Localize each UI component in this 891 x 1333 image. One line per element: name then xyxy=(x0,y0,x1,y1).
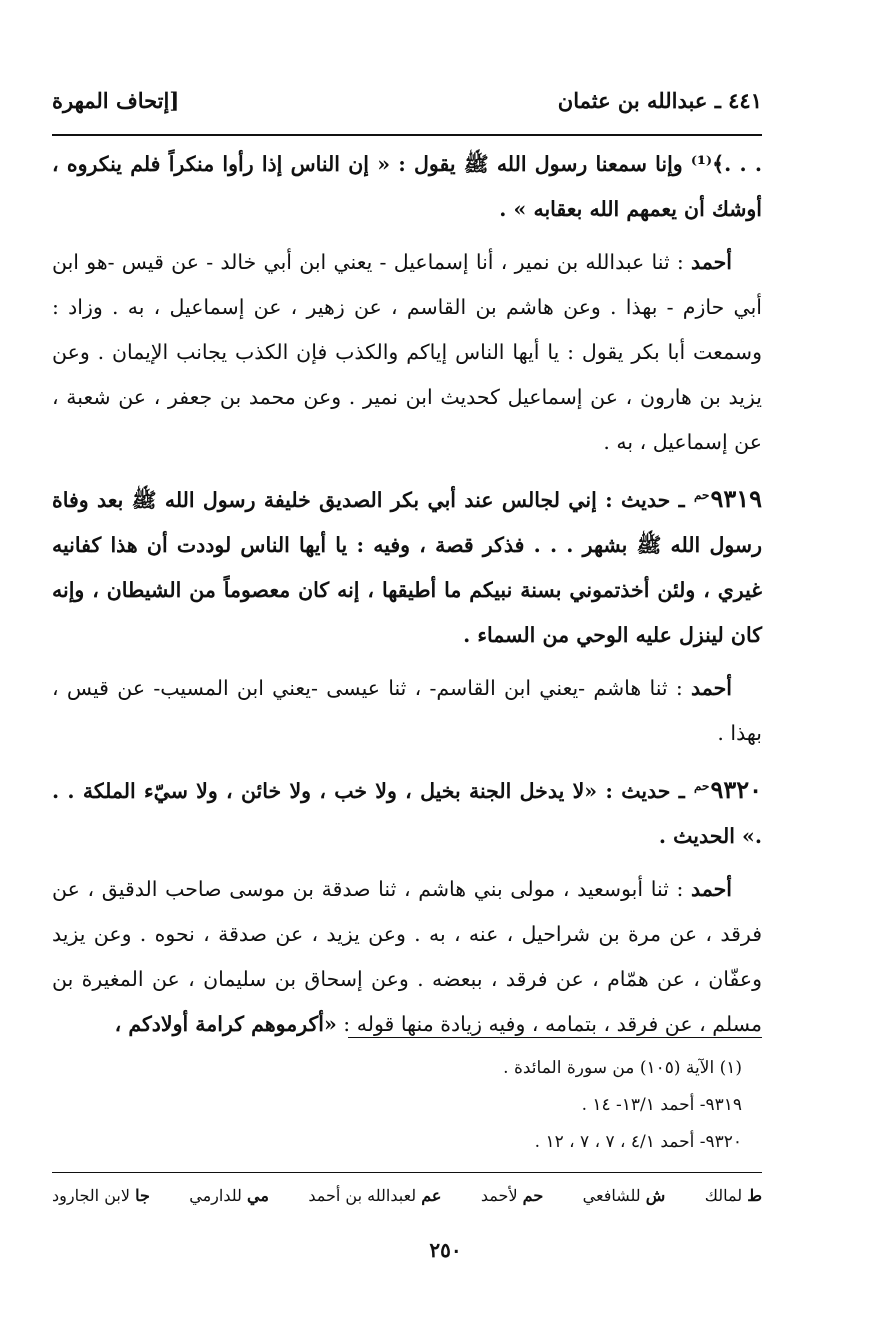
legend-text: للدارمي xyxy=(189,1186,242,1205)
isnad-paragraph xyxy=(52,666,762,756)
legend-code: ش xyxy=(645,1186,666,1205)
legend-item xyxy=(583,1186,666,1205)
legend-text: لابن الجارود xyxy=(52,1186,130,1205)
legend-code: حم xyxy=(522,1186,544,1205)
legend-item xyxy=(705,1186,762,1205)
legend-rule xyxy=(52,1172,762,1173)
footnote-2: ٩٣١٩- أحمد ١٣/١- ١٤ . xyxy=(581,1095,742,1115)
footnote-3: ٩٣٢٠- أحمد ٤/١ ، ٧ ، ٧ ، ١٢ . xyxy=(534,1132,742,1152)
isnad-text: : ثنا أبوسعيد ، مولى بني هاشم ، ثنا صدقة بن موسى صاحب الدقيق ، عن فرقد ، عن مرة بن شراحيل ، عنه ، به . وعن يزيد ، عن صدقة ، نحوه . وعن يزيد وعفّان ، عن همّام ، عن فرقد ، ببعضه . وعن إسحاق بن سليمان ، عن المغيرة بن مسلم ، عن فرقد ، بتمامه ، وفيه زيادة منها قوله : xyxy=(52,876,762,1036)
page-number: ٢٥٠ xyxy=(429,1238,462,1262)
footnote-1: (١) الآية (١٠٥) من سورة المائدة . xyxy=(503,1058,742,1078)
isnad-text: : ثنا هاشم -يعني ابن القاسم- ، ثنا عيسى -يعني ابن المسيب- عن قيس ، بهذا . xyxy=(52,675,762,745)
source-symbol: حم xyxy=(694,488,710,502)
isnad-paragraph xyxy=(52,240,762,465)
legend-item xyxy=(308,1186,441,1205)
source-label: أحمد xyxy=(691,876,732,901)
legend-code: مي xyxy=(247,1186,269,1205)
legend-item xyxy=(189,1186,269,1205)
footnotes xyxy=(52,1050,742,1161)
source-label: أحمد xyxy=(691,675,732,700)
header-book-title: [إتحاف المهرة xyxy=(52,87,180,113)
legend-item xyxy=(52,1186,150,1205)
footnote-rule xyxy=(348,1037,762,1038)
main-text xyxy=(52,142,762,1055)
legend-text: لعبدالله بن أحمد xyxy=(308,1186,417,1205)
legend-text: للشافعي xyxy=(582,1186,641,1205)
isnad-paragraph xyxy=(52,867,762,1047)
header-rule xyxy=(52,134,762,136)
hadith-entry-9320 xyxy=(52,764,762,859)
legend-code: عم xyxy=(421,1186,442,1205)
header-chapter-title: ٤٤١ ـ عبدالله بن عثمان xyxy=(557,87,762,113)
running-header xyxy=(52,80,762,120)
hadith-text: . . .﴾⁽¹⁾ وإنا سمعنا رسول الله ﷺ يقول : « إن الناس إذا رأوا منكراً فلم ينكروه ، أوشك أن يعمهم الله بعقابه » . xyxy=(52,152,762,221)
source-label: أحمد xyxy=(691,250,732,274)
hadith-entry-9319 xyxy=(52,473,762,658)
legend-text: لأحمد xyxy=(480,1186,518,1205)
legend-code: جا xyxy=(135,1186,150,1205)
source-symbol: حم xyxy=(694,778,710,793)
hadith-text: ـ حديث : «لا يدخل الجنة بخيل ، ولا خب ، ولا خائن ، ولا سيّء الملكة . . .» الحديث . xyxy=(52,778,762,848)
abbreviation-legend xyxy=(52,1186,762,1205)
hadith-number: ٩٣١٩ xyxy=(710,483,762,513)
quoted-text: «أكرموهم كرامة أولادكم ، xyxy=(114,1011,337,1036)
hadith-text-continuation xyxy=(52,142,762,232)
hadith-text: ـ حديث : إني لجالس عند أبي بكر الصديق خليفة رسول الله ﷺ بعد وفاة رسول الله ﷺ بشهر . . . فذكر قصة ، وفيه : يا أيها الناس لوددت أن هذا كفانيه غيري ، ولئن أخذتموني بسنة نبيكم ما أطيقها ، إنه كان معصوماً من الشيطان ، وإنه كان لينزل عليه الوحي من السماء . xyxy=(52,487,762,647)
legend-text: لمالك xyxy=(704,1186,743,1205)
isnad-text: : ثنا عبدالله بن نمير ، أنا إسماعيل - يعني ابن أبي خالد - عن قيس -هو ابن أبي حازم - بهذا . وعن هاشم بن القاسم ، عن زهير ، عن إسماعيل ، به . وزاد : وسمعت أبا بكر يقول : يا أيها الناس إياكم والكذب فإن الكذب يجانب الإيمان . وعن يزيد بن هارون ، عن إسماعيل كحديث ابن نمير . وعن محمد بن جعفر ، عن شعبة ، عن إسماعيل ، به . xyxy=(52,250,762,454)
legend-item xyxy=(481,1186,543,1205)
hadith-number: ٩٣٢٠ xyxy=(710,774,762,804)
legend-code: ط xyxy=(747,1186,762,1205)
